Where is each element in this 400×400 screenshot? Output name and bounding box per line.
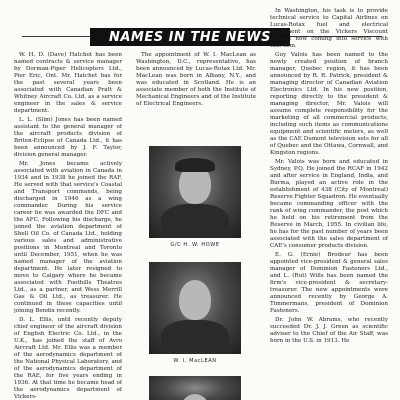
paragraph: Mr. Jones became actively associated with aviation in Canada in 1934 and in 1938 he joined the RAF. He served with that service's Coastal and Transport commands, being discharged in 1946 as a wing commander. During his service career he was awarded the DFC and the AFC. Following his discharge, he joined the aviation department of Shell Oil Co. of Canada Ltd., holding various sales and administrative positions in Montreal and Toronto until December, 1951, when he was named manager of the aviation department. He later resigned to move to Calgary where he became associated with Foothills Theatres Ltd., as a partner, and Wess Merrill Gas & Oil Ltd., as treasurer. He continued in these capacities until joining Bendix recently. bbox=[14, 161, 122, 314]
magazine-page bbox=[14, 8, 390, 400]
paragraph: In Washington, his task is to provide technical service to Capital Airlines on Lucas-Rotax fuel and electrical equipment on the Vickers Viscount aircraft now coming into service with that firm. bbox=[270, 8, 388, 49]
portrait-photo-maclean bbox=[149, 262, 241, 354]
paragraph: E. G. (Ernie) Brodeur has been appointed vice-president & general sales manager of Dominion Fasteners Ltd., and L. (Rut) Wills has been named the firm's vice-president & secretary-treasurer. The new appointments were announced recently by George A. Timmermans, president of Dominion Fasteners. bbox=[270, 252, 388, 314]
portrait-photo-partial bbox=[149, 376, 241, 400]
section-title: NAMES IN THE NEWS bbox=[108, 29, 271, 45]
paragraph: The appointment of W. I. MacLean as Washington, D.C., representative, has been announced by Lucas-Rotax Ltd. Mr. MacLean was born in Albany, N.Y., and was educated in Scotland. He is an associate member of both the Institute of Mechanical Engineers and of the Institute of Electrical Engineers. bbox=[136, 52, 256, 107]
paragraph: Dr. John W. Abrams, who recently succeeded Dr. J. J. Green as scientific adviser to the Chief of the Air Staff, was born in the U.S. in 1913. He bbox=[270, 317, 388, 344]
middle-column bbox=[136, 52, 256, 142]
photo-caption: G/C H. W. HOWE bbox=[170, 242, 220, 248]
left-column bbox=[14, 52, 122, 400]
portrait-photo-howe bbox=[149, 146, 241, 238]
paragraph: L. L. (Slim) Jones has been named assistant to the general manager of the aircraft products division of Briten-Eclipse of Canada Ltd., it has been announced by J. F. Taylor, division general manager. bbox=[14, 117, 122, 158]
paragraph: Mr. Valois was born and educated in Sydney, P.Q. He joined the RCAF in 1942 and after service in England, India, and Burma, played an active role in the establishment of 438 (City of Montreal) Reserve Fighter Squadron. He eventually became commanding officer with the rank of wing commander, the post which he held on his retirement from the Reserve in March, 1955. In civilian life, he has for the past number of years been associated with the sales department of CAE's consumer products division. bbox=[270, 159, 388, 249]
section-banner bbox=[90, 28, 290, 46]
right-column bbox=[270, 8, 388, 400]
paragraph: D. L. Ellis, until recently deputy chief engineer of the aircraft division of English Electric Co. Ltd., in the U.K., has joined the staff of Avro Aircraft Ltd. Mr. Ellis was a member of the aerodynamics department of the National Physical Laboratory, and of the aerodynamics department of the RAE, for five years ending in 1936. At that time he became head of the aerodynamics department of Vickers- bbox=[14, 317, 122, 400]
photo-caption: W. I. MacLEAN bbox=[173, 358, 217, 364]
paragraph: Guy Valois has been named to the newly created position of branch manager, Quebec region, it has been announced by R. R. Patrick, president & managing director of Canadian Aviation Electronics Ltd. In his new position, reporting directly to the president & managing director, Mr. Valois will assume complete responsibility for the marketing of all commercial products, including such items as communications equipment and scientific meters, as well as the CAE Dumont television sets for all of Quebec and the Ottawa, Cornwall, and Kingston regions. bbox=[270, 52, 388, 156]
paragraph: W. H. D. (Dave) Hatchet has been named contracts & service manager by Dorman-Piper Helicopters Ltd., Pier Eric, Ont. Mr. Hatchet has for the past several years been associated with Canadian Pratt & Whitney Aircraft Co. Ltd. as a service engineer in the sales & service department. bbox=[14, 52, 122, 114]
